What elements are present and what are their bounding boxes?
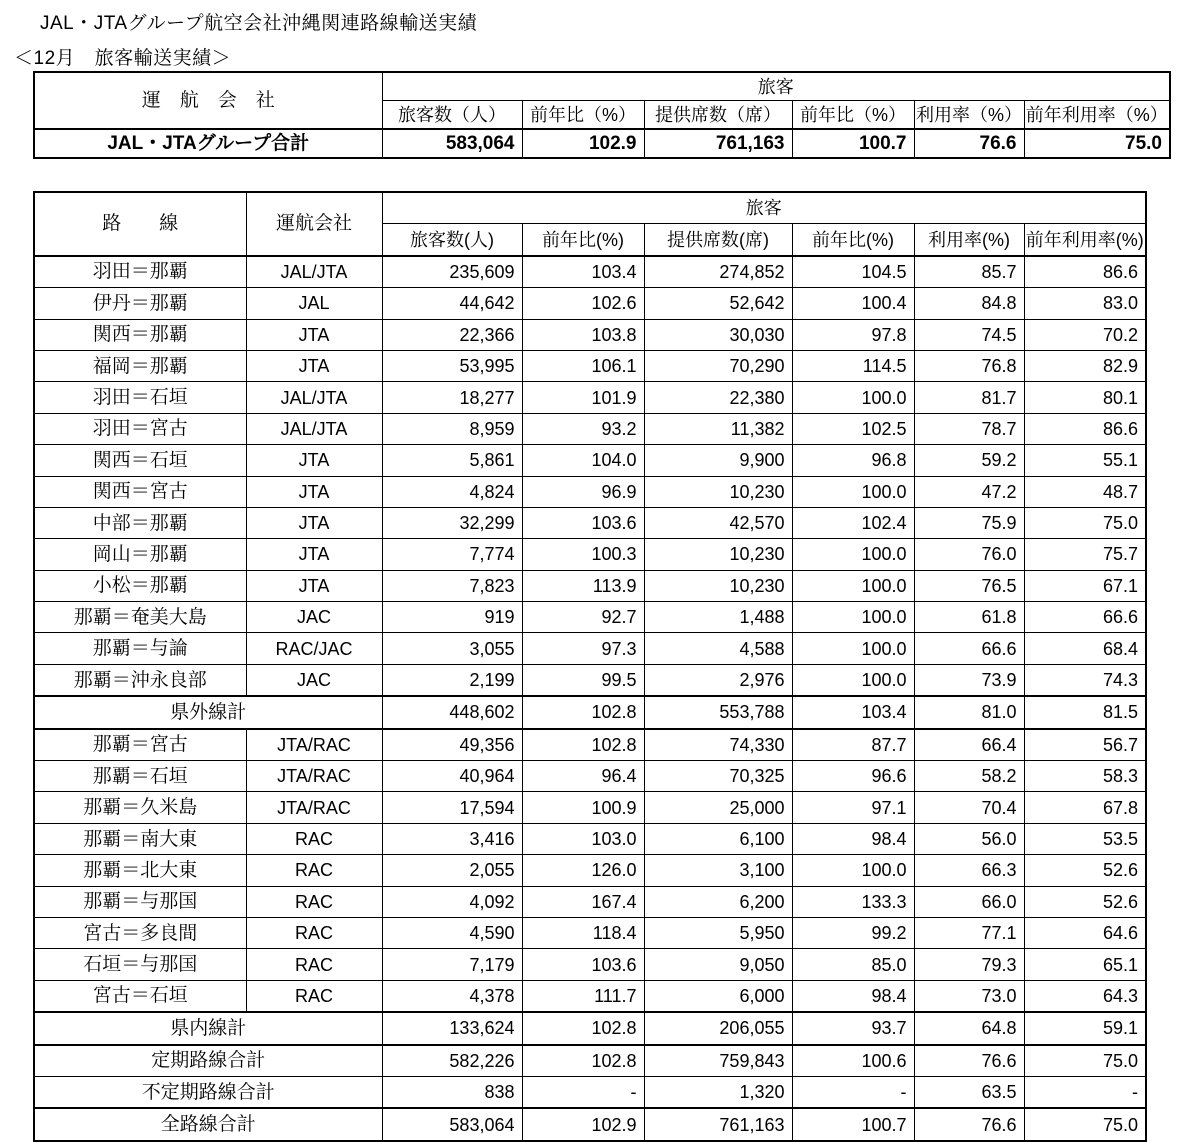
row-loadfactor-prev: 55.1 <box>1024 445 1146 476</box>
table-row <box>34 413 1146 444</box>
row-seats-yoy: 96.8 <box>792 445 914 476</box>
row-route: 福岡＝那覇 <box>34 350 246 381</box>
row-passengers: 4,590 <box>382 917 522 948</box>
row-passengers-yoy: 103.6 <box>522 507 644 538</box>
table-row <box>34 664 1146 696</box>
row-seats-yoy: 114.5 <box>792 350 914 381</box>
main-header-col-4: 利用率(%) <box>914 224 1024 256</box>
row-route: 那覇＝久米島 <box>34 792 246 823</box>
row-passengers-yoy: 103.6 <box>522 949 644 980</box>
row-loadfactor-prev: 80.1 <box>1024 382 1146 413</box>
row-loadfactor-prev: 83.0 <box>1024 288 1146 319</box>
summary-value-loadfactor: 76.6 <box>914 129 1024 158</box>
row-route: 岡山＝那覇 <box>34 539 246 570</box>
table-row <box>34 476 1146 507</box>
row-loadfactor: 76.8 <box>914 350 1024 381</box>
row-carrier: RAC <box>246 855 382 886</box>
row-route: 那覇＝与那国 <box>34 886 246 917</box>
main-header-col-0: 旅客数(人) <box>382 224 522 256</box>
row-seats-yoy: 102.4 <box>792 507 914 538</box>
summary-header-passenger-group: 旅客 <box>382 72 1170 101</box>
total-label: 全路線合計 <box>34 1108 382 1140</box>
row-passengers-yoy: 113.9 <box>522 570 644 601</box>
row-passengers-yoy: 106.1 <box>522 350 644 381</box>
main-header-row-1 <box>34 192 1146 224</box>
row-seats: 10,230 <box>644 476 792 507</box>
row-passengers: 235,609 <box>382 256 522 288</box>
subtotal-label: 県外線計 <box>34 696 382 728</box>
row-loadfactor: 73.0 <box>914 980 1024 1012</box>
row-passengers: 2,199 <box>382 664 522 696</box>
row-loadfactor-prev: 53.5 <box>1024 823 1146 854</box>
summary-header-col-5: 前年利用率（%） <box>1024 101 1170 130</box>
subtotal-seats-yoy: 103.4 <box>792 696 914 728</box>
row-route: 那覇＝南大東 <box>34 823 246 854</box>
row-loadfactor: 59.2 <box>914 445 1024 476</box>
row-seats-yoy: 100.0 <box>792 382 914 413</box>
row-seats: 70,290 <box>644 350 792 381</box>
row-seats: 1,488 <box>644 602 792 633</box>
row-passengers-yoy: 126.0 <box>522 855 644 886</box>
row-passengers-yoy: 102.6 <box>522 288 644 319</box>
table-row <box>34 633 1146 664</box>
row-route: 中部＝那覇 <box>34 507 246 538</box>
table-row <box>34 761 1146 792</box>
row-seats: 10,230 <box>644 539 792 570</box>
total-seats-yoy: 100.7 <box>792 1108 914 1140</box>
row-passengers-yoy: 99.5 <box>522 664 644 696</box>
table-row <box>34 288 1146 319</box>
row-passengers-yoy: 96.4 <box>522 761 644 792</box>
row-loadfactor: 81.7 <box>914 382 1024 413</box>
row-passengers: 44,642 <box>382 288 522 319</box>
row-passengers-yoy: 97.3 <box>522 633 644 664</box>
row-passengers-yoy: 96.9 <box>522 476 644 507</box>
table-row <box>34 792 1146 823</box>
row-seats: 9,900 <box>644 445 792 476</box>
main-header-col-3: 前年比(%) <box>792 224 914 256</box>
row-carrier: JTA/RAC <box>246 729 382 761</box>
row-loadfactor: 47.2 <box>914 476 1024 507</box>
row-route: 石垣＝与那国 <box>34 949 246 980</box>
row-loadfactor-prev: 52.6 <box>1024 886 1146 917</box>
row-seats-yoy: 100.0 <box>792 476 914 507</box>
row-seats-yoy: 98.4 <box>792 980 914 1012</box>
row-seats: 6,100 <box>644 823 792 854</box>
table-row <box>34 570 1146 601</box>
row-route: 羽田＝石垣 <box>34 382 246 413</box>
summary-value-seats-yoy: 100.7 <box>792 129 914 158</box>
row-loadfactor: 73.9 <box>914 664 1024 696</box>
row-carrier: JTA <box>246 319 382 350</box>
row-passengers: 17,594 <box>382 792 522 823</box>
row-seats-yoy: 85.0 <box>792 949 914 980</box>
row-seats: 30,030 <box>644 319 792 350</box>
row-passengers-yoy: 118.4 <box>522 917 644 948</box>
total-seats-yoy: 93.7 <box>792 1012 914 1044</box>
row-loadfactor-prev: 70.2 <box>1024 319 1146 350</box>
table-row <box>34 445 1146 476</box>
row-seats-yoy: 87.7 <box>792 729 914 761</box>
row-seats-yoy: 100.0 <box>792 664 914 696</box>
row-seats-yoy: 99.2 <box>792 917 914 948</box>
summary-header-col-3: 前年比（%） <box>792 101 914 130</box>
summary-header-col-2: 提供席数（席） <box>644 101 792 130</box>
row-loadfactor-prev: 68.4 <box>1024 633 1146 664</box>
row-passengers-yoy: 100.9 <box>522 792 644 823</box>
total-loadfactor-prev: 75.0 <box>1024 1045 1146 1077</box>
row-loadfactor: 78.7 <box>914 413 1024 444</box>
row-seats: 6,200 <box>644 886 792 917</box>
row-carrier: RAC <box>246 886 382 917</box>
row-route: 那覇＝石垣 <box>34 761 246 792</box>
row-loadfactor: 85.7 <box>914 256 1024 288</box>
row-route: 那覇＝与論 <box>34 633 246 664</box>
total-loadfactor: 76.6 <box>914 1108 1024 1140</box>
row-loadfactor: 77.1 <box>914 917 1024 948</box>
subtotal-row-kengai <box>34 696 1146 728</box>
row-loadfactor: 79.3 <box>914 949 1024 980</box>
row-passengers-yoy: 103.0 <box>522 823 644 854</box>
row-carrier: RAC <box>246 980 382 1012</box>
row-passengers-yoy: 103.8 <box>522 319 644 350</box>
row-carrier: RAC <box>246 917 382 948</box>
row-passengers: 49,356 <box>382 729 522 761</box>
row-loadfactor-prev: 75.7 <box>1024 539 1146 570</box>
row-route: 羽田＝那覇 <box>34 256 246 288</box>
row-loadfactor-prev: 67.1 <box>1024 570 1146 601</box>
total-row-scheduled <box>34 1045 1146 1077</box>
summary-header-col-1: 前年比（%） <box>522 101 644 130</box>
row-seats: 274,852 <box>644 256 792 288</box>
row-passengers-yoy: 102.8 <box>522 729 644 761</box>
row-seats-yoy: 100.0 <box>792 570 914 601</box>
table-row <box>34 382 1146 413</box>
section-title: ＜12月 旅客輸送実績＞ <box>14 48 232 69</box>
table-row <box>34 729 1146 761</box>
main-header-col-5: 前年利用率(%) <box>1024 224 1146 256</box>
row-seats-yoy: 100.0 <box>792 633 914 664</box>
row-loadfactor: 61.8 <box>914 602 1024 633</box>
total-seats: 1,320 <box>644 1076 792 1108</box>
row-loadfactor-prev: 48.7 <box>1024 476 1146 507</box>
row-route: 関西＝宮古 <box>34 476 246 507</box>
row-loadfactor-prev: 64.6 <box>1024 917 1146 948</box>
total-label: 不定期路線合計 <box>34 1076 382 1108</box>
total-passengers-yoy: 102.8 <box>522 1045 644 1077</box>
row-loadfactor-prev: 75.0 <box>1024 507 1146 538</box>
row-passengers: 4,824 <box>382 476 522 507</box>
summary-value-seats: 761,163 <box>644 129 792 158</box>
row-loadfactor-prev: 82.9 <box>1024 350 1146 381</box>
total-passengers-yoy: - <box>522 1076 644 1108</box>
total-passengers: 838 <box>382 1076 522 1108</box>
row-passengers: 40,964 <box>382 761 522 792</box>
table-row <box>34 823 1146 854</box>
row-loadfactor-prev: 65.1 <box>1024 949 1146 980</box>
summary-header-row-1 <box>34 72 1170 101</box>
row-loadfactor: 66.0 <box>914 886 1024 917</box>
main-table-wrapper <box>33 191 1147 1142</box>
row-passengers-yoy: 93.2 <box>522 413 644 444</box>
row-route: 那覇＝沖永良部 <box>34 664 246 696</box>
total-passengers-yoy: 102.9 <box>522 1108 644 1140</box>
row-passengers: 2,055 <box>382 855 522 886</box>
row-passengers: 5,861 <box>382 445 522 476</box>
main-header-route: 路 線 <box>34 192 246 256</box>
subtotal-passengers-yoy: 102.8 <box>522 696 644 728</box>
table-row <box>34 319 1146 350</box>
row-passengers-yoy: 103.4 <box>522 256 644 288</box>
subtotal-passengers: 448,602 <box>382 696 522 728</box>
row-loadfactor: 66.3 <box>914 855 1024 886</box>
row-route: 羽田＝宮古 <box>34 413 246 444</box>
total-seats-yoy: - <box>792 1076 914 1108</box>
row-seats: 4,588 <box>644 633 792 664</box>
row-passengers: 3,055 <box>382 633 522 664</box>
row-loadfactor: 58.2 <box>914 761 1024 792</box>
summary-value-passengers-yoy: 102.9 <box>522 129 644 158</box>
row-carrier: JTA <box>246 539 382 570</box>
row-seats: 22,380 <box>644 382 792 413</box>
row-seats: 42,570 <box>644 507 792 538</box>
row-seats: 2,976 <box>644 664 792 696</box>
row-passengers-yoy: 100.3 <box>522 539 644 570</box>
table-row <box>34 949 1146 980</box>
total-passengers: 582,226 <box>382 1045 522 1077</box>
main-header-col-2: 提供席数(席) <box>644 224 792 256</box>
total-row-nonscheduled <box>34 1076 1146 1108</box>
total-loadfactor: 76.6 <box>914 1045 1024 1077</box>
row-carrier: JTA <box>246 507 382 538</box>
row-seats: 11,382 <box>644 413 792 444</box>
total-loadfactor: 63.5 <box>914 1076 1024 1108</box>
main-header-passenger-group: 旅客 <box>382 192 1146 224</box>
row-passengers: 919 <box>382 602 522 633</box>
row-seats: 3,100 <box>644 855 792 886</box>
row-carrier: JAL/JTA <box>246 256 382 288</box>
row-carrier: JAL/JTA <box>246 382 382 413</box>
row-loadfactor: 66.4 <box>914 729 1024 761</box>
table-row <box>34 917 1146 948</box>
summary-table-wrapper <box>33 71 1171 159</box>
row-seats-yoy: 100.0 <box>792 602 914 633</box>
total-label: 県内線計 <box>34 1012 382 1044</box>
total-loadfactor-prev: - <box>1024 1076 1146 1108</box>
row-loadfactor: 76.5 <box>914 570 1024 601</box>
summary-data-row <box>34 129 1170 158</box>
table-row <box>34 602 1146 633</box>
total-passengers: 583,064 <box>382 1108 522 1140</box>
row-seats-yoy: 97.8 <box>792 319 914 350</box>
row-carrier: JAL/JTA <box>246 413 382 444</box>
row-loadfactor-prev: 74.3 <box>1024 664 1146 696</box>
row-loadfactor: 75.9 <box>914 507 1024 538</box>
row-passengers: 4,092 <box>382 886 522 917</box>
subtotal-seats: 553,788 <box>644 696 792 728</box>
row-carrier: JAC <box>246 602 382 633</box>
row-passengers: 4,378 <box>382 980 522 1012</box>
row-seats-yoy: 133.3 <box>792 886 914 917</box>
total-seats-yoy: 100.6 <box>792 1045 914 1077</box>
row-seats-yoy: 100.0 <box>792 539 914 570</box>
row-seats: 25,000 <box>644 792 792 823</box>
row-loadfactor: 84.8 <box>914 288 1024 319</box>
row-passengers: 18,277 <box>382 382 522 413</box>
row-route: 那覇＝北大東 <box>34 855 246 886</box>
row-loadfactor-prev: 86.6 <box>1024 256 1146 288</box>
total-loadfactor: 64.8 <box>914 1012 1024 1044</box>
row-seats-yoy: 100.4 <box>792 288 914 319</box>
row-passengers-yoy: 167.4 <box>522 886 644 917</box>
total-seats: 761,163 <box>644 1108 792 1140</box>
row-carrier: JTA/RAC <box>246 761 382 792</box>
total-row-all <box>34 1108 1146 1140</box>
summary-header-col-0: 旅客数（人） <box>382 101 522 130</box>
table-row <box>34 886 1146 917</box>
row-passengers-yoy: 101.9 <box>522 382 644 413</box>
row-carrier: JAL <box>246 288 382 319</box>
row-passengers: 7,774 <box>382 539 522 570</box>
row-loadfactor-prev: 52.6 <box>1024 855 1146 886</box>
total-passengers: 133,624 <box>382 1012 522 1044</box>
row-seats: 9,050 <box>644 949 792 980</box>
total-passengers-yoy: 102.8 <box>522 1012 644 1044</box>
summary-table <box>33 71 1171 159</box>
row-seats-yoy: 98.4 <box>792 823 914 854</box>
total-loadfactor-prev: 59.1 <box>1024 1012 1146 1044</box>
row-passengers: 53,995 <box>382 350 522 381</box>
table-row <box>34 507 1146 538</box>
page-title: JAL・JTAグループ航空会社沖縄関連路線輸送実績 <box>40 13 478 34</box>
row-loadfactor: 66.6 <box>914 633 1024 664</box>
row-seats: 74,330 <box>644 729 792 761</box>
row-loadfactor-prev: 67.8 <box>1024 792 1146 823</box>
row-passengers: 22,366 <box>382 319 522 350</box>
table-row <box>34 855 1146 886</box>
row-loadfactor-prev: 56.7 <box>1024 729 1146 761</box>
row-seats: 10,230 <box>644 570 792 601</box>
row-seats-yoy: 96.6 <box>792 761 914 792</box>
row-route: 那覇＝宮古 <box>34 729 246 761</box>
row-route: 関西＝那覇 <box>34 319 246 350</box>
total-seats: 206,055 <box>644 1012 792 1044</box>
table-row <box>34 539 1146 570</box>
row-route: 宮古＝多良間 <box>34 917 246 948</box>
total-seats: 759,843 <box>644 1045 792 1077</box>
summary-row-label: JAL・JTAグループ合計 <box>34 129 382 158</box>
row-seats-yoy: 97.1 <box>792 792 914 823</box>
row-seats: 52,642 <box>644 288 792 319</box>
row-carrier: JAC <box>246 664 382 696</box>
row-seats-yoy: 104.5 <box>792 256 914 288</box>
subtotal-loadfactor-prev: 81.5 <box>1024 696 1146 728</box>
row-carrier: JTA <box>246 570 382 601</box>
row-route: 宮古＝石垣 <box>34 980 246 1012</box>
row-loadfactor-prev: 64.3 <box>1024 980 1146 1012</box>
row-loadfactor: 74.5 <box>914 319 1024 350</box>
table-row <box>34 256 1146 288</box>
row-route: 伊丹＝那覇 <box>34 288 246 319</box>
row-passengers-yoy: 111.7 <box>522 980 644 1012</box>
row-passengers: 7,179 <box>382 949 522 980</box>
row-passengers: 32,299 <box>382 507 522 538</box>
row-loadfactor-prev: 66.6 <box>1024 602 1146 633</box>
row-passengers-yoy: 92.7 <box>522 602 644 633</box>
table-row <box>34 980 1146 1012</box>
subtotal-loadfactor: 81.0 <box>914 696 1024 728</box>
table-row <box>34 350 1146 381</box>
row-carrier: RAC/JAC <box>246 633 382 664</box>
total-row-kennai <box>34 1012 1146 1044</box>
row-loadfactor-prev: 86.6 <box>1024 413 1146 444</box>
main-header-col-1: 前年比(%) <box>522 224 644 256</box>
row-loadfactor: 70.4 <box>914 792 1024 823</box>
row-seats-yoy: 102.5 <box>792 413 914 444</box>
row-carrier: RAC <box>246 949 382 980</box>
row-carrier: JTA <box>246 445 382 476</box>
row-seats: 5,950 <box>644 917 792 948</box>
total-loadfactor-prev: 75.0 <box>1024 1108 1146 1140</box>
row-carrier: JTA <box>246 476 382 507</box>
row-route: 関西＝石垣 <box>34 445 246 476</box>
row-carrier: JTA/RAC <box>246 792 382 823</box>
main-header-carrier: 運航会社 <box>246 192 382 256</box>
row-route: 小松＝那覇 <box>34 570 246 601</box>
row-seats: 70,325 <box>644 761 792 792</box>
row-carrier: RAC <box>246 823 382 854</box>
main-table <box>33 191 1147 1142</box>
row-passengers: 7,823 <box>382 570 522 601</box>
row-passengers: 8,959 <box>382 413 522 444</box>
summary-header-col-4: 利用率（%） <box>914 101 1024 130</box>
row-loadfactor-prev: 58.3 <box>1024 761 1146 792</box>
row-loadfactor: 76.0 <box>914 539 1024 570</box>
summary-value-passengers: 583,064 <box>382 129 522 158</box>
row-seats-yoy: 100.0 <box>792 855 914 886</box>
row-passengers: 3,416 <box>382 823 522 854</box>
row-passengers-yoy: 104.0 <box>522 445 644 476</box>
summary-value-loadfactor-prev: 75.0 <box>1024 129 1170 158</box>
row-loadfactor: 56.0 <box>914 823 1024 854</box>
summary-header-company: 運 航 会 社 <box>34 72 382 129</box>
row-seats: 6,000 <box>644 980 792 1012</box>
total-label: 定期路線合計 <box>34 1045 382 1077</box>
row-route: 那覇＝奄美大島 <box>34 602 246 633</box>
row-carrier: JTA <box>246 350 382 381</box>
